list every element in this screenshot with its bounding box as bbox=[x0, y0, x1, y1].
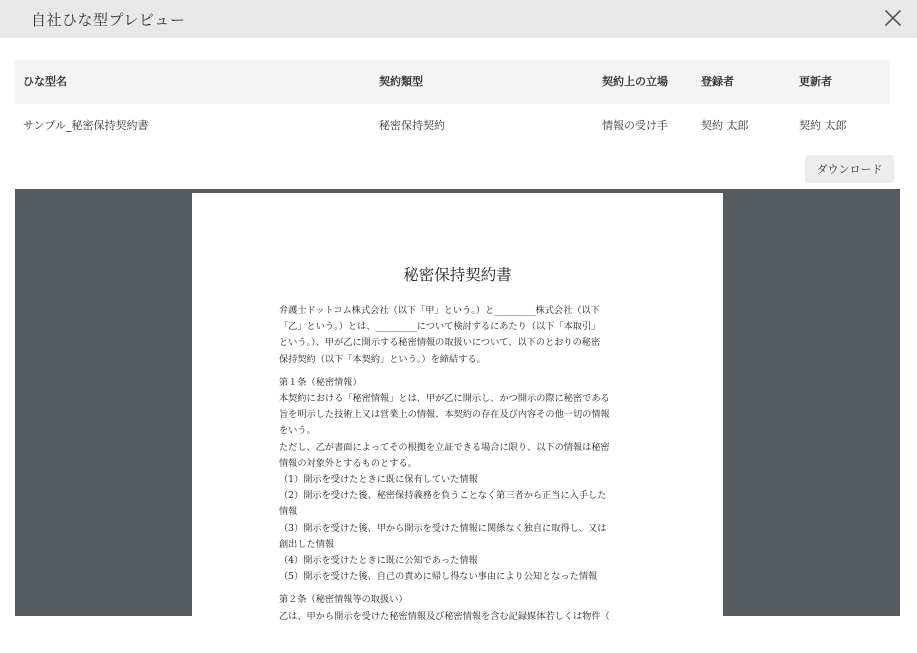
document-paragraph bbox=[279, 592, 639, 624]
document-line: をいう。 bbox=[279, 425, 316, 437]
modal-header bbox=[0, 0, 917, 38]
download-button[interactable]: ダウンロード bbox=[805, 155, 894, 183]
column-header-updater: 更新者 bbox=[799, 75, 832, 88]
column-header-position: 契約上の立場 bbox=[602, 75, 668, 88]
document-line: （5）開示を受けた後、自己の責めに帰し得ない事由により公知となった情報 bbox=[279, 571, 598, 583]
document-title: 秘密保持契約書 bbox=[403, 266, 512, 284]
document-line: という。）、甲が乙に開示する秘密情報の取扱いについて、以下のとおりの秘密 bbox=[279, 337, 601, 349]
cell-template-name: サンプル_秘密保持契約書 bbox=[23, 119, 149, 132]
document-line: ただし、乙が書面によってその根拠を立証できる場合に限り、以下の情報は秘密 bbox=[279, 441, 610, 453]
document-line: 創出した情報 bbox=[279, 538, 335, 550]
cell-registrant: 契約 太郎 bbox=[701, 119, 749, 132]
template-info-table bbox=[15, 60, 890, 148]
document-line: 弁護士ドットコム株式会社（以下「甲」という。）と_________株式会社（以下 bbox=[279, 305, 600, 316]
cell-contract-type: 秘密保持契約 bbox=[379, 119, 445, 132]
document-line: 情報 bbox=[279, 506, 298, 518]
close-button[interactable] bbox=[881, 6, 905, 30]
table-header bbox=[15, 60, 890, 104]
document-paragraph bbox=[279, 375, 639, 586]
document-line: 「乙」という。）とは、_________について検討するにあたり（以下「本取引」 bbox=[279, 321, 601, 333]
document-body bbox=[279, 303, 639, 625]
document-line: 旨を明示した技術上又は営業上の情報、本契約の存在及び内容その他一切の情報 bbox=[279, 409, 610, 421]
document-line: （1）開示を受けたときに既に保有していた情報 bbox=[279, 474, 478, 486]
close-icon bbox=[881, 6, 905, 30]
document-line: 乙は、甲から開示を受けた秘密情報及び秘密情報を含む記録媒体若しくは物件（ bbox=[279, 610, 610, 622]
column-header-template-name: ひな型名 bbox=[23, 75, 67, 88]
document-paragraph bbox=[279, 303, 639, 368]
document-page bbox=[192, 193, 723, 653]
document-preview-viewer[interactable] bbox=[15, 189, 900, 622]
document-line: （4）開示を受けたときに既に公知であった情報 bbox=[279, 555, 478, 567]
document-line: 第１条（秘密情報） bbox=[279, 376, 362, 388]
modal-title: 自社ひな型プレビュー bbox=[31, 10, 186, 29]
column-header-contract-type: 契約類型 bbox=[379, 75, 423, 88]
cell-updater: 契約 太郎 bbox=[799, 119, 847, 132]
cell-position: 情報の受け手 bbox=[602, 119, 668, 132]
document-line: 情報の対象外とするものとする。 bbox=[279, 457, 417, 469]
document-line: （2）開示を受けた後、秘密保持義務を負うことなく第三者から正当に入手した bbox=[279, 490, 607, 502]
document-line: 保持契約（以下「本契約」という。）を締結する。 bbox=[279, 353, 486, 365]
document-line: 本契約における「秘密情報」とは、甲が乙に開示し、かつ開示の際に秘密である bbox=[279, 393, 610, 405]
table-row bbox=[15, 104, 890, 148]
document-line: 第２条（秘密情報等の取扱い） bbox=[279, 594, 408, 606]
document-line: （3）開示を受けた後、甲から開示を受けた情報に関係なく独自に取得し、又は bbox=[279, 522, 607, 534]
column-header-registrant: 登録者 bbox=[701, 75, 734, 88]
